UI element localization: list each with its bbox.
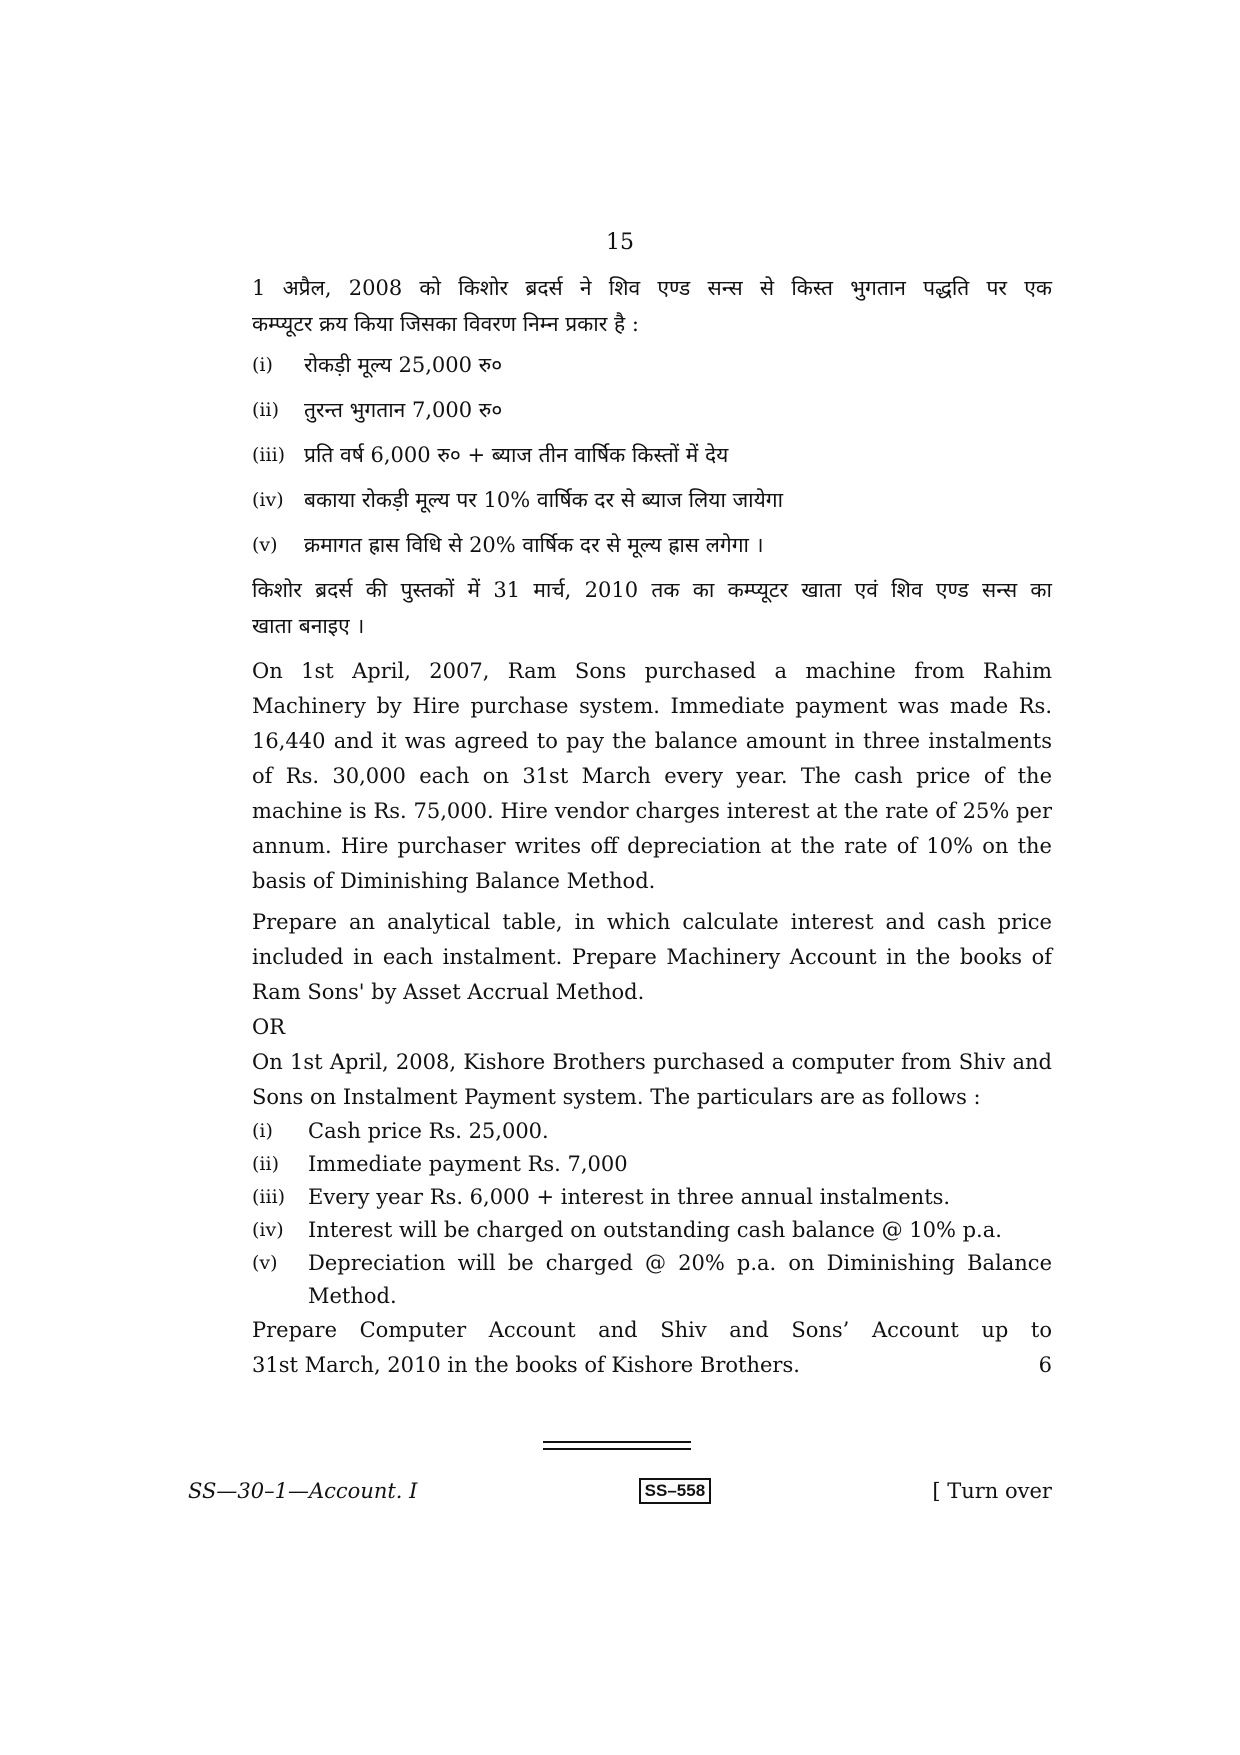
item-text: Interest will be charged on outstanding cash balance @ 10% p.a.	[308, 1218, 1002, 1242]
question-body	[252, 270, 1052, 1383]
english-list-item	[252, 1181, 1052, 1214]
english-closing-line-2: 31st March, 2010 in the books of Kishore Brothers.	[252, 1353, 800, 1377]
item-text: Cash price Rs. 25,000.	[308, 1119, 549, 1143]
marks: 6	[1038, 1353, 1052, 1377]
item-text: Every year Rs. 6,000 + interest in three annual instalments.	[308, 1185, 951, 1209]
item-number: (i)	[252, 1120, 273, 1142]
english-closing-line-1: Prepare Computer Account and Shiv and Sons’ Account up to	[252, 1318, 1052, 1342]
english-list-item	[252, 1115, 1052, 1148]
page-footer	[188, 1478, 1052, 1504]
english-paragraph-3: On 1st April, 2008, Kishore Brothers purchased a computer from Shiv and Sons on Instalment Payment system. The particulars are as follows :	[252, 1050, 1052, 1109]
or-separator: OR	[252, 1015, 286, 1039]
item-text: Immediate payment Rs. 7,000	[308, 1152, 628, 1176]
end-double-rule	[543, 1441, 691, 1450]
hindi-closing-line-1: किशोर ब्रदर्स की पुस्तकों में 31 मार्च, 2010 तक का कम्प्यूटर खाता एवं शिव एण्ड सन्स का	[252, 578, 1052, 602]
item-number: (iv)	[252, 1219, 284, 1241]
item-number: (ii)	[252, 399, 279, 421]
hindi-list-item	[252, 440, 1052, 470]
hindi-list-item	[252, 395, 1052, 425]
series-code-box: SS–558	[639, 1478, 712, 1504]
item-text: बकाया रोकड़ी मूल्य पर 10% वार्षिक दर से ब्याज लिया जायेगा	[304, 488, 784, 512]
paper-code: SS—30–1—Account. I	[188, 1479, 418, 1503]
item-text: प्रति वर्ष 6,000 रु० + ब्याज तीन वार्षिक किस्तों में देय	[304, 443, 729, 467]
item-number: (iii)	[252, 444, 286, 466]
hindi-list-item	[252, 530, 1052, 560]
item-number: (v)	[252, 1252, 278, 1274]
item-text: रोकड़ी मूल्य 25,000 रु०	[304, 353, 503, 377]
english-list-item	[252, 1247, 1052, 1313]
hindi-list-item	[252, 350, 1052, 380]
english-list-item	[252, 1214, 1052, 1247]
page-number: 15	[606, 230, 634, 255]
item-number: (v)	[252, 534, 278, 556]
item-number: (ii)	[252, 1153, 279, 1175]
item-number: (iii)	[252, 1186, 286, 1208]
english-paragraph-1: On 1st April, 2007, Ram Sons purchased a machine from Rahim Machinery by Hire purchase system. Immediate payment was made Rs. 16,440 and it was agreed to pay the balance amount in three instalments of Rs. 30,000 each on 31st March every year. The cash price of the machine is Rs. 75,000. Hire vendor charges interest at the rate of 25% per annum. Hire purchaser writes off depreciation at the rate of 10% on the basis of Diminishing Balance Method.	[252, 659, 1052, 893]
item-text: क्रमागत ह्रास विधि से 20% वार्षिक दर से मूल्य ह्रास लगेगा ।	[304, 533, 764, 557]
english-list-item	[252, 1148, 1052, 1181]
item-text: Depreciation will be charged @ 20% p.a. on Diminishing Balance Method.	[308, 1251, 1052, 1308]
hindi-intro-line-1: 1 अप्रैल, 2008 को किशोर ब्रदर्स ने शिव एण्ड सन्स से किस्त भुगतान पद्धति पर एक	[252, 276, 1052, 300]
hindi-closing-line-2: खाता बनाइए ।	[252, 614, 365, 638]
item-number: (i)	[252, 354, 273, 376]
english-question	[252, 654, 1052, 1383]
item-text: तुरन्त भुगतान 7,000 रु०	[304, 398, 503, 422]
english-paragraph-2: Prepare an analytical table, in which calculate interest and cash price included in each instalment. Prepare Machinery Account in the books of Ram Sons' by Asset Accrual Method.	[252, 910, 1052, 1004]
item-number: (iv)	[252, 489, 284, 511]
hindi-list-item	[252, 485, 1052, 515]
english-closing-line-2-row	[252, 1348, 1052, 1383]
hindi-intro-line-2: कम्प्यूटर क्रय किया जिसका विवरण निम्न प्रकार है :	[252, 312, 639, 336]
turn-over-note: [ Turn over	[932, 1479, 1052, 1503]
hindi-question	[252, 270, 1052, 644]
